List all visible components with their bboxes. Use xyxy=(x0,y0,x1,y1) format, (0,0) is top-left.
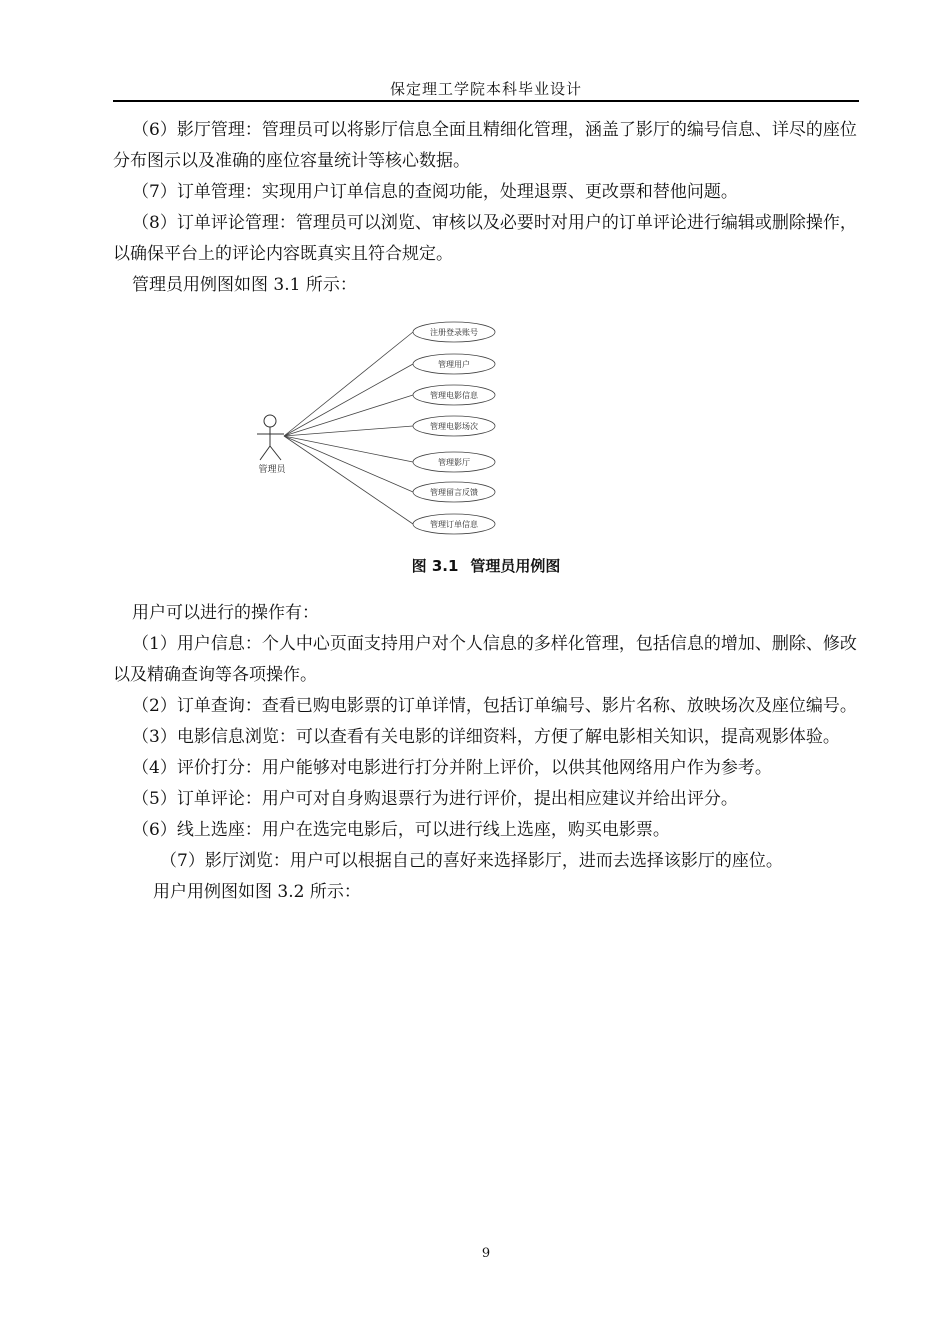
header-divider xyxy=(113,100,859,102)
association-line xyxy=(284,436,413,492)
paragraph-hall-management: （6）影厅管理：管理员可以将影厅信息全面且精细化管理，涵盖了影厅的编号信息、详尽的座位分布图示以及准确的座位容量统计等核心数据。 xyxy=(113,120,857,171)
user-op-item: （5）订单评论：用户可对自身购退票行为进行评价，提出相应建议并给出评分。 xyxy=(132,789,738,809)
user-figure-intro: 用户用例图如图 3.2 所示： xyxy=(153,882,361,902)
caption-number: 图 3.1 xyxy=(411,557,459,575)
use-case-label: 管理影厅 xyxy=(438,458,470,467)
actor-figure xyxy=(257,415,284,460)
use-case-manage-halls xyxy=(413,452,495,472)
user-op-item: （2）订单查询：查看已购电影票的订单详情，包括订单编号、影片名称、放映场次及座位编号。 xyxy=(132,696,857,716)
use-case-register xyxy=(413,322,495,342)
paragraph-order-management: （7）订单管理：实现用户订单信息的查阅功能，处理退票、更改票和替他问题。 xyxy=(132,182,738,202)
admin-section xyxy=(113,115,859,301)
admin-use-case-diagram xyxy=(250,318,510,540)
actor-label: 管理员 xyxy=(258,465,286,475)
user-op-item: （7）影厅浏览：用户可以根据自己的喜好来选择影厅，进而去选择该影厅的座位。 xyxy=(160,851,783,871)
association-lines xyxy=(284,332,413,524)
figure-caption xyxy=(113,555,859,576)
actor-head xyxy=(264,415,276,427)
user-section xyxy=(113,598,859,908)
page-header: 保定理工学院本科毕业设计 xyxy=(389,80,582,98)
use-case-manage-showtimes xyxy=(413,416,495,436)
actor-left-leg xyxy=(260,446,270,460)
association-line xyxy=(284,395,413,436)
use-case-manage-orders xyxy=(413,514,495,534)
use-case-label: 管理用户 xyxy=(438,360,470,369)
user-op-item: （3）电影信息浏览：可以查看有关电影的详细资料，方便了解电影相关知识，提高观影体验。 xyxy=(132,727,840,747)
user-op-item: （1）用户信息：个人中心页面支持用户对个人信息的多样化管理，包括信息的增加、删除、修改以及精确查询等各项操作。 xyxy=(113,634,857,685)
page-number: 9 xyxy=(481,1246,491,1261)
actor-right-leg xyxy=(270,446,281,460)
user-op-item: （4）评价打分：用户能够对电影进行打分并附上评价，以供其他网络用户作为参考。 xyxy=(132,758,772,778)
use-case-label: 管理留言反馈 xyxy=(430,488,478,497)
figure-intro: 管理员用例图如图 3.1 所示： xyxy=(132,275,357,295)
use-case-label: 管理电影场次 xyxy=(430,422,478,431)
association-line xyxy=(284,332,413,436)
use-case-manage-users xyxy=(413,354,495,374)
user-op-item: （6）线上选座：用户在选完电影后，可以进行线上选座，购买电影票。 xyxy=(132,820,670,840)
use-case-label: 管理订单信息 xyxy=(430,520,478,529)
user-ops-intro: 用户可以进行的操作有： xyxy=(132,603,319,623)
paragraph-review-management: （8）订单评论管理：管理员可以浏览、审核以及必要时对用户的订单评论进行编辑或删除操作，以确保平台上的评论内容既真实且符合规定。 xyxy=(113,213,857,264)
use-case-label: 管理电影信息 xyxy=(430,391,478,400)
use-case-manage-feedback xyxy=(413,482,495,502)
use-case-manage-movies xyxy=(413,385,495,405)
association-line xyxy=(284,364,413,436)
use-case-label: 注册登录账号 xyxy=(430,328,478,337)
caption-title: 管理员用例图 xyxy=(470,557,561,575)
association-line xyxy=(284,426,413,436)
